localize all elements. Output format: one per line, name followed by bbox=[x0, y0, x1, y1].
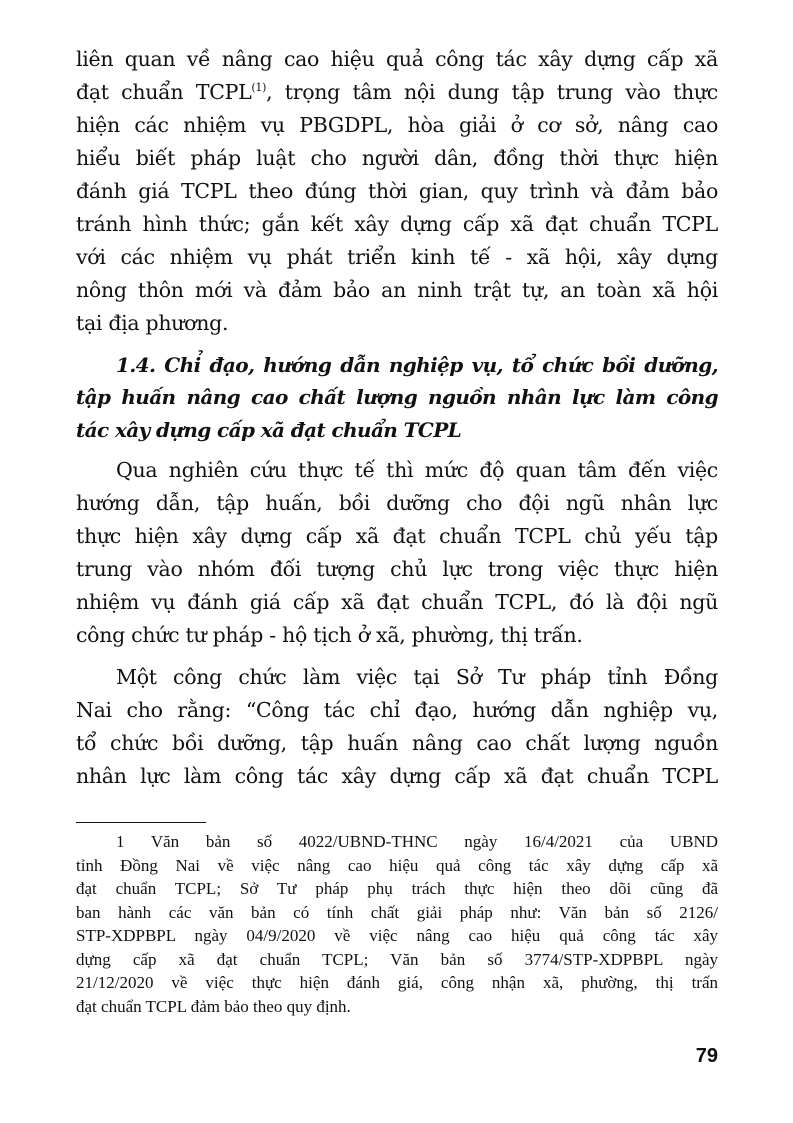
body-line: với các nhiệm vụ phát triển kinh tế - xã hội, xây dựng bbox=[76, 245, 718, 269]
footnote-line: STP-XDPBPL ngày 04/9/2020 về việc nâng cao hiệu quả công tác xây bbox=[76, 926, 718, 945]
body-line: công chức tư pháp - hộ tịch ở xã, phường, thị trấn. bbox=[76, 623, 583, 647]
body-line: Một công chức làm việc tại Sở Tư pháp tỉnh Đồng bbox=[116, 665, 718, 689]
section-heading: tác xây dựng cấp xã đạt chuẩn TCPL bbox=[76, 418, 462, 442]
text: , trọng tâm nội dung tập trung vào thực bbox=[266, 80, 718, 104]
body-line: tổ chức bồi dưỡng, tập huấn nâng cao chất lượng nguồn bbox=[76, 731, 718, 755]
body-line: hướng dẫn, tập huấn, bồi dưỡng cho đội ngũ nhân lực bbox=[76, 491, 718, 515]
section-heading: tập huấn nâng cao chất lượng nguồn nhân lực làm công bbox=[76, 385, 718, 409]
body-line: nhiệm vụ đánh giá cấp xã đạt chuẩn TCPL, đó là đội ngũ bbox=[76, 590, 718, 614]
footnote-line: đạt chuẩn TCPL; Sở Tư pháp phụ trách thực hiện theo dõi cũng đã bbox=[76, 879, 718, 898]
footnote-ref: (1) bbox=[251, 81, 267, 95]
page-number: 79 bbox=[695, 1045, 718, 1067]
body-line: hiện các nhiệm vụ PBGDPL, hòa giải ở cơ sở, nâng cao bbox=[76, 113, 718, 137]
body-line: tránh hình thức; gắn kết xây dựng cấp xã đạt chuẩn TCPL bbox=[76, 212, 718, 236]
body-line bbox=[76, 80, 718, 104]
body-line: nông thôn mới và đảm bảo an ninh trật tự, an toàn xã hội bbox=[76, 278, 718, 302]
body-line: nhân lực làm công tác xây dựng cấp xã đạt chuẩn TCPL bbox=[76, 764, 718, 788]
footnote-line: 1 Văn bản số 4022/UBND-THNC ngày 16/4/2021 của UBND bbox=[116, 832, 718, 851]
footnote-line: dựng cấp xã đạt chuẩn TCPL; Văn bản số 3774/STP-XDPBPL ngày bbox=[76, 949, 718, 969]
text: đạt chuẩn TCPL bbox=[76, 80, 252, 104]
footnote-line: ban hành các văn bản có tính chất giải pháp như: Văn bản số 2126/ bbox=[76, 902, 718, 922]
footnote-line: đạt chuẩn TCPL đảm bảo theo quy định. bbox=[76, 996, 351, 1016]
body-line: tại địa phương. bbox=[76, 311, 229, 335]
footnote-divider bbox=[76, 822, 206, 823]
body-line: đánh giá TCPL theo đúng thời gian, quy trình và đảm bảo bbox=[76, 179, 718, 203]
body-line: Nai cho rằng: “Công tác chỉ đạo, hướng dẫn nghiệp vụ, bbox=[76, 698, 718, 722]
footnote-line: 21/12/2020 về việc thực hiện đánh giá, công nhận xã, phường, thị trấn bbox=[76, 973, 718, 992]
section-heading: 1.4. Chỉ đạo, hướng dẫn nghiệp vụ, tổ chức bồi dưỡng, bbox=[116, 353, 718, 377]
body-line: hiểu biết pháp luật cho người dân, đồng thời thực hiện bbox=[76, 146, 718, 170]
footnote-line: tỉnh Đồng Nai về việc nâng cao hiệu quả công tác xây dựng cấp xã bbox=[76, 855, 718, 875]
body-line: liên quan về nâng cao hiệu quả công tác xây dựng cấp xã bbox=[76, 47, 718, 71]
body-line: trung vào nhóm đối tượng chủ lực trong việc thực hiện bbox=[76, 557, 718, 581]
body-line: Qua nghiên cứu thực tế thì mức độ quan tâm đến việc bbox=[116, 458, 718, 482]
body-line: thực hiện xây dựng cấp xã đạt chuẩn TCPL chủ yếu tập bbox=[76, 524, 718, 548]
